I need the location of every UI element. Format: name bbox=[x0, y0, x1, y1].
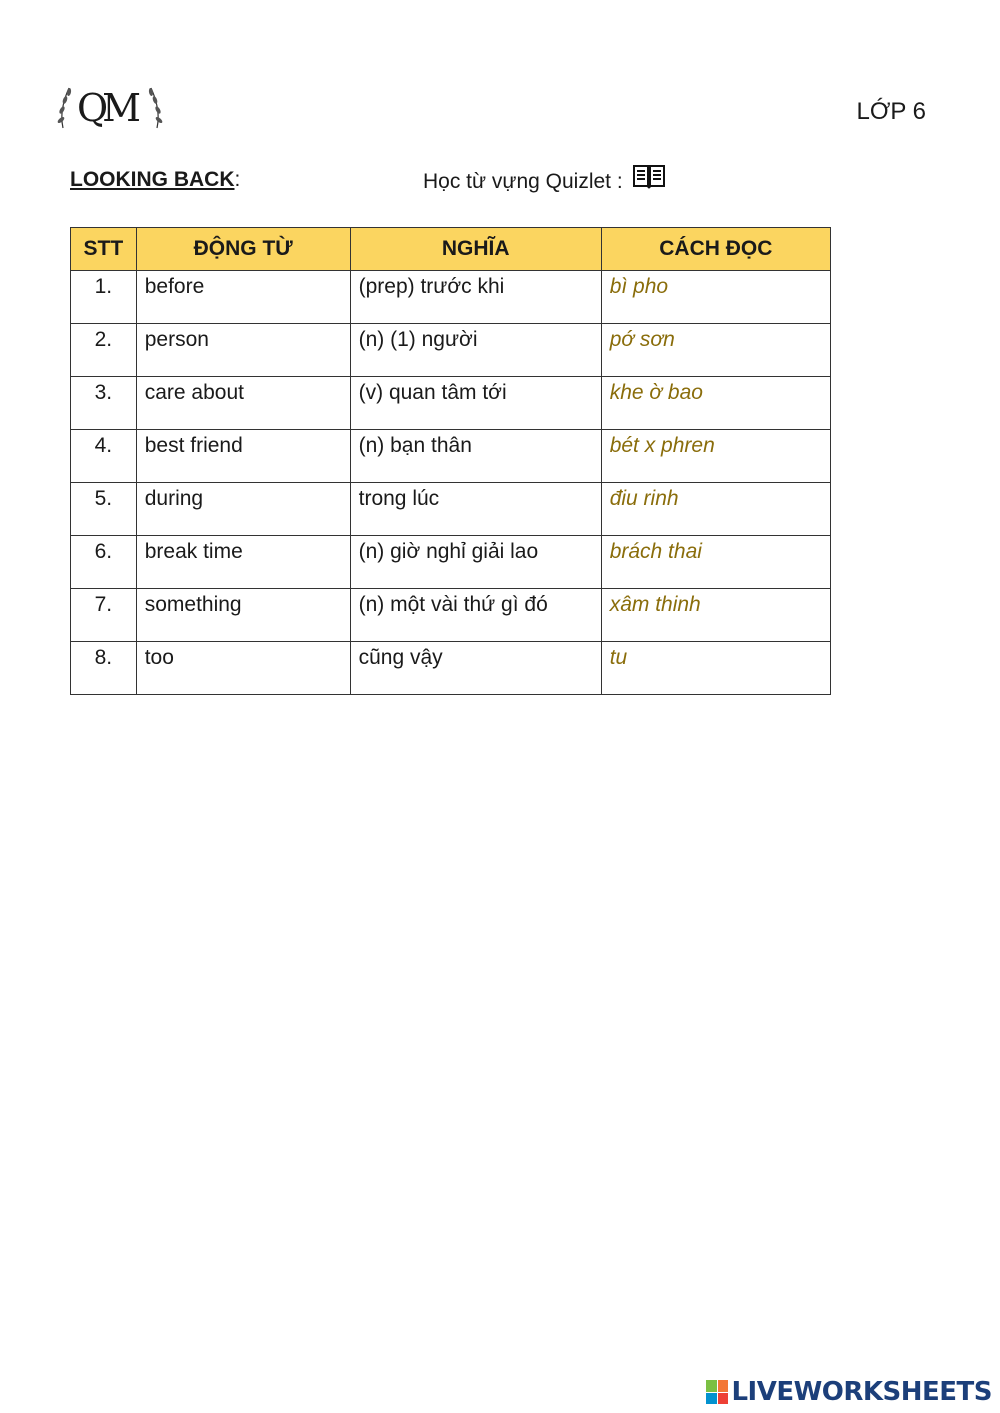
row-pronunciation: bét x phren bbox=[601, 430, 830, 483]
row-meaning: (n) bạn thân bbox=[350, 430, 601, 483]
row-pronunciation: tu bbox=[601, 642, 830, 695]
row-word: best friend bbox=[136, 430, 350, 483]
section-title-colon: : bbox=[234, 168, 241, 191]
quizlet-line bbox=[423, 168, 667, 196]
row-meaning: (v) quan tâm tới bbox=[350, 377, 601, 430]
row-meaning: trong lúc bbox=[350, 483, 601, 536]
row-meaning: (n) giờ nghỉ giải lao bbox=[350, 536, 601, 589]
row-pronunciation: điu rinh bbox=[601, 483, 830, 536]
vocabulary-table bbox=[70, 227, 831, 695]
logo-text: QM bbox=[77, 86, 136, 130]
section-title bbox=[70, 168, 240, 192]
liveworksheets-badge-icon bbox=[706, 1380, 728, 1404]
table-row bbox=[71, 324, 831, 377]
row-number: 1. bbox=[71, 271, 137, 324]
row-word: before bbox=[136, 271, 350, 324]
row-meaning: (n) (1) người bbox=[350, 324, 601, 377]
row-pronunciation: xâm thinh bbox=[601, 589, 830, 642]
table-row bbox=[71, 430, 831, 483]
row-number: 8. bbox=[71, 642, 137, 695]
row-pronunciation: bì pho bbox=[601, 271, 830, 324]
row-word: care about bbox=[136, 377, 350, 430]
quizlet-label: Học từ vựng Quizlet : bbox=[423, 170, 623, 193]
table-row bbox=[71, 271, 831, 324]
row-number: 2. bbox=[71, 324, 137, 377]
row-number: 7. bbox=[71, 589, 137, 642]
row-word: person bbox=[136, 324, 350, 377]
row-number: 4. bbox=[71, 430, 137, 483]
table-row bbox=[71, 536, 831, 589]
header-meaning: NGHĨA bbox=[350, 228, 601, 271]
row-word: break time bbox=[136, 536, 350, 589]
row-pronunciation: khe ờ bao bbox=[601, 377, 830, 430]
open-book-icon[interactable] bbox=[631, 162, 667, 190]
liveworksheets-text: LIVEWORKSHEETS bbox=[731, 1377, 992, 1407]
table-row bbox=[71, 483, 831, 536]
table-row bbox=[71, 377, 831, 430]
liveworksheets-logo[interactable] bbox=[706, 1377, 992, 1407]
row-number: 6. bbox=[71, 536, 137, 589]
row-word: too bbox=[136, 642, 350, 695]
row-number: 5. bbox=[71, 483, 137, 536]
header-pronunciation: CÁCH ĐỌC bbox=[601, 228, 830, 271]
row-number: 3. bbox=[71, 377, 137, 430]
row-pronunciation: pớ sơn bbox=[601, 324, 830, 377]
row-meaning: (prep) trước khi bbox=[350, 271, 601, 324]
qm-logo bbox=[55, 80, 165, 138]
section-title-text: LOOKING BACK bbox=[70, 168, 235, 191]
table-header-row bbox=[71, 228, 831, 271]
row-word: something bbox=[136, 589, 350, 642]
table-row bbox=[71, 642, 831, 695]
row-pronunciation: brách thai bbox=[601, 536, 830, 589]
header-stt: STT bbox=[71, 228, 137, 271]
row-meaning: cũng vậy bbox=[350, 642, 601, 695]
grade-label: LỚP 6 bbox=[856, 98, 926, 125]
row-meaning: (n) một vài thứ gì đó bbox=[350, 589, 601, 642]
header-verb: ĐỘNG TỪ bbox=[136, 228, 350, 271]
table-row bbox=[71, 589, 831, 642]
row-word: during bbox=[136, 483, 350, 536]
